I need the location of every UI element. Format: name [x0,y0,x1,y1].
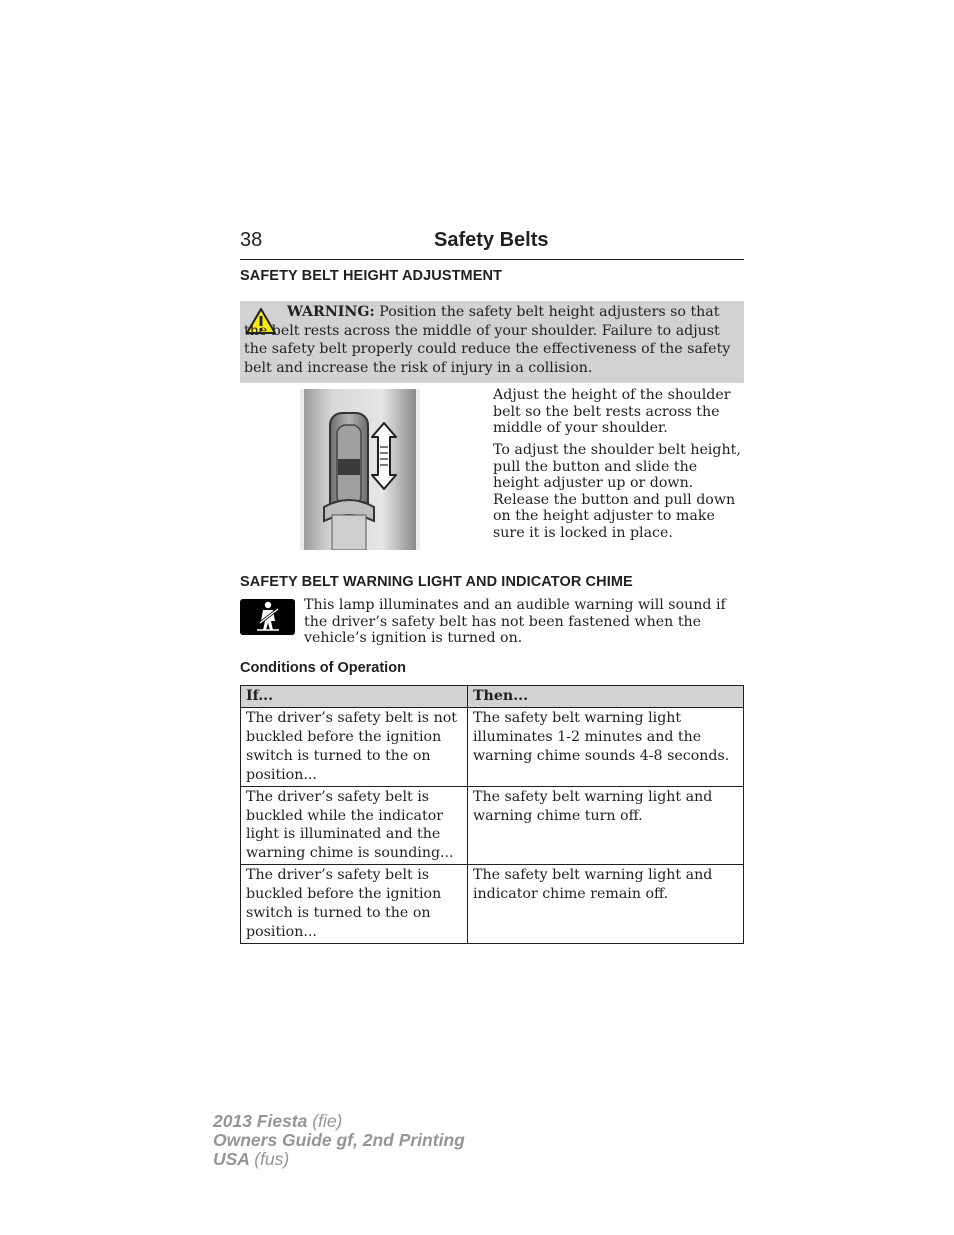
warning-label: WARNING: [287,304,375,320]
conditions-table [240,685,744,944]
table-cell-if: The driver’s safety belt is buckled while the indicator light is illuminated and the warning chime is sounding... [241,786,468,865]
table-row [241,786,744,865]
seatbelt-warning-icon [240,599,295,635]
column-header-then: Then... [468,686,744,708]
footer-line-2: Owners Guide gf, 2nd Printing [213,1130,465,1150]
table-cell-then: The safety belt warning light illuminates 1-2 minutes and the warning chime sounds 4-8 seconds. [468,708,744,787]
footer-model: 2013 Fiesta [213,1111,308,1131]
section-heading-height-adjustment: SAFETY BELT HEIGHT ADJUSTMENT [240,268,503,284]
footer-market: USA [213,1149,250,1169]
conditions-heading: Conditions of Operation [240,660,406,676]
adjust-height-paragraph: Adjust the height of the shoulder belt so the belt rests across the middle of your shoulder. [493,387,731,436]
warning-light-description: This lamp illuminates and an audible warning will sound if the driver’s safety belt has not been fastened when the vehicle’s ignition is turned on. [304,597,726,646]
table-cell-if: The driver’s safety belt is buckled before the ignition switch is turned to the on position... [241,865,468,944]
footer-line-1 [213,1112,465,1131]
warning-text: Position the safety belt height adjusters so that the belt rests across the middle of your shoulder. Failure to adjust the safety belt properly could reduce the effectiveness of the safety belt and increase the risk of injury in a collision. [244,304,731,376]
table-header-row [241,686,744,708]
chapter-title: Safety Belts [434,229,549,251]
footer-market-code: (fus) [254,1149,290,1169]
footer-line-3 [213,1150,465,1169]
table-cell-if: The driver’s safety belt is not buckled before the ignition switch is turned to the on position... [241,708,468,787]
page-number: 38 [240,229,263,251]
belt-height-adjuster-illustration [300,389,420,550]
adjust-instructions-paragraph: To adjust the shoulder belt height, pull the button and slide the height adjuster up or down. Release the button and pull down on the height adjuster to make sure it is locked in place. [493,442,741,541]
page-header [240,229,744,260]
warning-box [240,301,744,383]
section-heading-warning-light: SAFETY BELT WARNING LIGHT AND INDICATOR CHIME [240,574,633,590]
footer-model-code: (fie) [312,1111,343,1131]
page-footer [213,1112,465,1169]
table-cell-then: The safety belt warning light and warning chime turn off. [468,786,744,865]
warning-text-block [244,303,740,377]
table-cell-then: The safety belt warning light and indicator chime remain off. [468,865,744,944]
table-row [241,865,744,944]
column-header-if: If... [241,686,468,708]
table-row [241,708,744,787]
